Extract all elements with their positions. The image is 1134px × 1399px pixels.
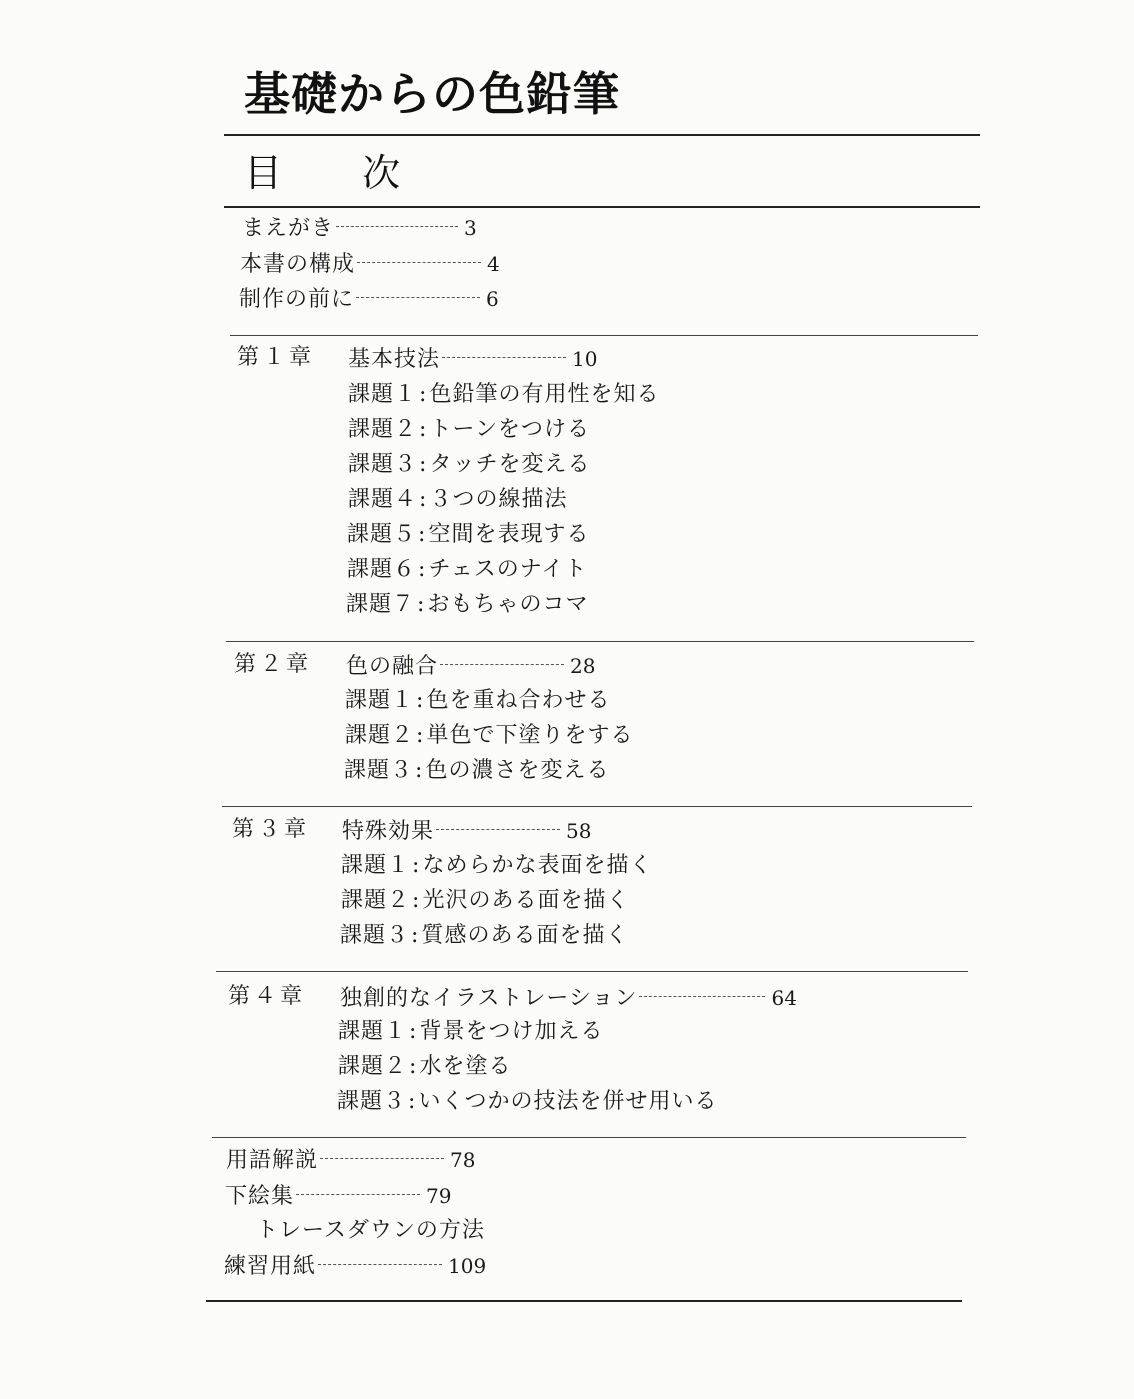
lesson-colon: : <box>419 417 428 442</box>
leader-dots <box>436 829 560 830</box>
lesson-colon: : <box>419 452 428 477</box>
lesson-entry <box>347 521 589 549</box>
entry-page: 6 <box>486 287 499 311</box>
lesson-prefix: 課題２ <box>348 417 418 442</box>
lesson-colon: : <box>416 688 425 713</box>
lesson-colon: : <box>409 1054 418 1079</box>
leader-dots <box>320 1158 444 1159</box>
title-rule-bottom <box>224 206 980 208</box>
toc-entry <box>240 250 500 279</box>
chapter-entry <box>346 652 595 681</box>
section-divider <box>212 1137 966 1138</box>
lesson-title: 色の濃さを変える <box>425 758 610 783</box>
section-divider <box>230 335 978 336</box>
lesson-colon: : <box>415 758 424 783</box>
lesson-prefix: 課題１ <box>345 688 415 713</box>
lesson-prefix: 課題４ <box>348 487 418 512</box>
lesson-prefix: 課題１ <box>341 853 411 878</box>
lesson-entry <box>348 451 590 479</box>
leader-dots <box>336 226 458 227</box>
lesson-colon: : <box>411 923 420 948</box>
lesson-title: チェスのナイト <box>428 557 588 582</box>
entry-page: 3 <box>464 216 477 240</box>
section-divider <box>226 641 974 642</box>
lesson-title: 光沢のある面を描く <box>422 888 630 913</box>
lesson-entry <box>348 381 659 409</box>
lesson-prefix: 課題３ <box>344 758 414 783</box>
lesson-prefix: 課題５ <box>347 522 417 547</box>
lesson-colon: : <box>412 888 421 913</box>
lesson-title: 色鉛筆の有用性を知る <box>429 382 660 407</box>
lesson-title: トーンをつける <box>429 417 590 442</box>
lesson-entry <box>341 852 652 880</box>
lesson-title: 単色で下塗りをする <box>426 723 634 748</box>
lesson-entry <box>347 556 587 584</box>
book-title: 基礎からの色鉛筆 <box>244 67 620 121</box>
lesson-entry <box>345 687 610 715</box>
leader-dots <box>442 357 566 358</box>
chapter-entry <box>348 345 597 374</box>
toc-entry <box>226 1146 475 1175</box>
lesson-entry <box>346 591 588 619</box>
lesson-title: なめらかな表面を描く <box>422 853 653 878</box>
entry-title: 練習用紙 <box>224 1254 317 1279</box>
entry-title: まえがき <box>242 216 335 241</box>
lesson-title: 色を重ね合わせる <box>426 688 611 713</box>
entry-title: 用語解説 <box>226 1148 319 1173</box>
entry-title: 本書の構成 <box>240 252 356 277</box>
chapter-label: 第２章 <box>234 652 313 677</box>
lesson-title: 背景をつけ加える <box>419 1019 604 1044</box>
leader-dots <box>440 664 564 665</box>
chapter-entry <box>340 984 797 1013</box>
toc-entry <box>239 285 499 314</box>
lesson-entry <box>345 722 633 750</box>
lesson-prefix: 課題３ <box>348 452 418 477</box>
lesson-title: ３つの線描法 <box>429 487 568 512</box>
toc-heading: 目 次 <box>244 151 435 195</box>
lesson-prefix: 課題２ <box>341 888 411 913</box>
toc-entry <box>242 214 477 243</box>
lesson-colon: : <box>408 1089 417 1114</box>
bottom-rule <box>206 1300 962 1302</box>
chapter-page: 28 <box>570 654 596 678</box>
lesson-colon: : <box>418 557 427 582</box>
chapter-page: 58 <box>566 819 592 843</box>
lesson-prefix: 課題３ <box>340 923 410 948</box>
lesson-entry <box>348 416 590 444</box>
lesson-entry <box>340 922 628 950</box>
chapter-title: 特殊効果 <box>342 819 435 844</box>
entry-title: トレースダウンの方法 <box>256 1218 485 1243</box>
lesson-title: 水を塗る <box>419 1054 512 1079</box>
chapter-label: 第３章 <box>232 817 311 842</box>
lesson-entry <box>338 1053 511 1081</box>
chapter-title: 独創的なイラストレーション <box>340 986 638 1011</box>
lesson-prefix: 課題１ <box>348 382 418 407</box>
entry-page: 78 <box>450 1148 476 1172</box>
entry-title: 制作の前に <box>239 287 355 312</box>
lesson-colon: : <box>419 382 428 407</box>
toc-entry <box>224 1252 486 1281</box>
lesson-prefix: 課題６ <box>347 557 417 582</box>
chapter-page: 64 <box>771 986 797 1010</box>
lesson-prefix: 課題２ <box>338 1054 408 1079</box>
section-divider <box>222 806 972 807</box>
entry-page: 109 <box>448 1254 487 1278</box>
leader-dots <box>639 996 765 997</box>
lesson-entry <box>341 887 629 915</box>
lesson-colon: : <box>409 1019 418 1044</box>
leader-dots <box>318 1264 442 1265</box>
chapter-title: 色の融合 <box>346 654 439 679</box>
lesson-title: いくつかの技法を併せ用いる <box>418 1089 718 1114</box>
lesson-entry <box>337 1088 717 1116</box>
lesson-prefix: 課題１ <box>338 1019 408 1044</box>
lesson-colon: : <box>417 592 426 617</box>
chapter-label: 第１章 <box>237 345 316 370</box>
lesson-title: おもちゃのコマ <box>427 592 589 617</box>
lesson-prefix: 課題７ <box>346 592 416 617</box>
toc-entry <box>256 1217 485 1245</box>
toc-entry <box>225 1182 451 1211</box>
lesson-title: 質感のある面を描く <box>421 923 629 948</box>
lesson-entry <box>338 1018 603 1046</box>
chapter-label: 第４章 <box>228 984 307 1009</box>
leader-dots <box>356 297 480 298</box>
title-rule-top <box>224 134 980 136</box>
entry-page: 79 <box>426 1184 452 1208</box>
leader-dots <box>357 262 481 263</box>
section-divider <box>216 971 968 972</box>
leader-dots <box>296 1194 420 1195</box>
lesson-colon: : <box>418 522 427 547</box>
lesson-title: タッチを変える <box>429 452 591 477</box>
chapter-page: 10 <box>572 347 598 371</box>
lesson-colon: : <box>416 723 425 748</box>
entry-page: 4 <box>487 252 500 276</box>
chapter-entry <box>342 817 591 846</box>
lesson-colon: : <box>419 487 428 512</box>
lesson-colon: : <box>412 853 421 878</box>
lesson-prefix: 課題２ <box>345 723 415 748</box>
chapter-title: 基本技法 <box>348 347 441 372</box>
lesson-entry <box>348 486 567 514</box>
lesson-title: 空間を表現する <box>428 522 590 547</box>
lesson-entry <box>344 757 609 785</box>
entry-title: 下絵集 <box>225 1184 295 1209</box>
lesson-prefix: 課題３ <box>337 1089 407 1114</box>
